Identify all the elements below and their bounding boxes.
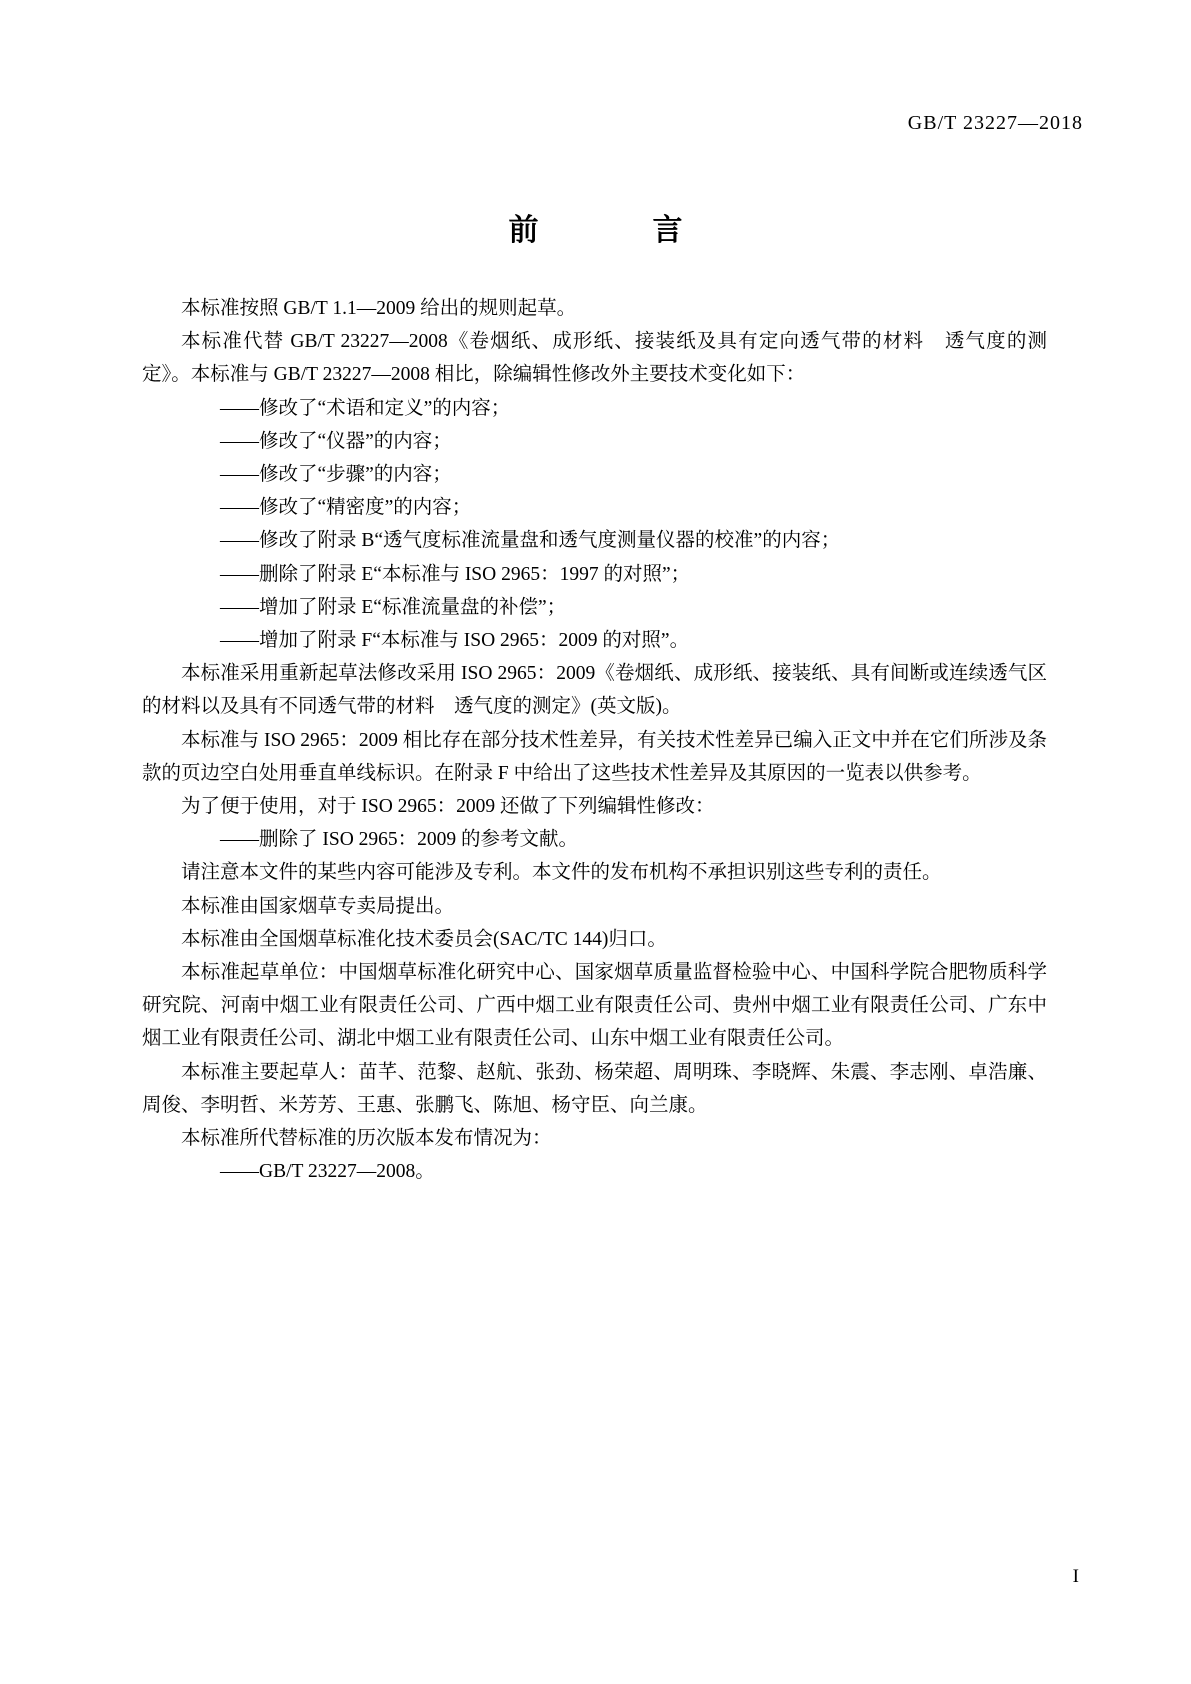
paragraph: 本标准由全国烟草标准化技术委员会(SAC/TC 144)归口。	[181, 928, 667, 950]
list-item: ——增加了附录 E“标准流量盘的补偿”；	[220, 596, 567, 618]
paragraph: 本标准由国家烟草专卖局提出。	[181, 895, 455, 917]
paragraph: 本标准起草单位：中国烟草标准化研究中心、国家烟草质量监督检验中心、中国科学院合肥物质科学研究院、河南中烟工业有限责任公司、广西中烟工业有限责任公司、贵州中烟工业有限责任公司、广东中烟工业有限责任公司、湖北中烟工业有限责任公司、山东中烟工业有限责任公司。	[142, 962, 1047, 1050]
paragraph: 本标准按照 GB/T 1.1—2009 给出的规则起草。	[181, 298, 577, 319]
paragraph: 请注意本文件的某些内容可能涉及专利。本文件的发布机构不承担识别这些专利的责任。	[181, 862, 942, 884]
list-item: ——修改了“仪器”的内容；	[220, 430, 452, 452]
list-item: ——修改了“精密度”的内容；	[220, 497, 472, 519]
paragraph: 本标准与 ISO 2965：2009 相比存在部分技术性差异，有关技术性差异已编入正文中并在它们所涉及条款的页边空白处用垂直单线标识。在附录 F 中给出了这些技术性差异及其原因的一览表以供参考。	[142, 729, 1047, 784]
list-item: ——删除了 ISO 2965：2009 的参考文献。	[220, 829, 579, 851]
paragraph: 本标准代替 GB/T 23227—2008《卷烟纸、成形纸、接装纸及具有定向透气带的材料 透气度的测定》。本标准与 GB/T 23227—2008 相比，除编辑性修改外主要技术变化如下：	[142, 331, 1047, 386]
foreword-body	[142, 292, 1047, 1188]
list-item: ——修改了“术语和定义”的内容；	[220, 397, 511, 419]
list-item: ——增加了附录 F“本标准与 ISO 2965：2009 的对照”。	[220, 630, 690, 652]
page-number: I	[1072, 1566, 1079, 1587]
paragraph: 本标准所代替标准的历次版本发布情况为：	[181, 1128, 552, 1150]
list-item: ——修改了“步骤”的内容；	[220, 464, 452, 486]
paragraph: 本标准主要起草人：苗芊、范黎、赵航、张劲、杨荣超、周明珠、李晓辉、朱震、李志刚、卓浩廉、周俊、李明哲、米芳芳、王惠、张鹏飞、陈旭、杨守臣、向兰康。	[142, 1061, 1047, 1116]
list-item: ——删除了附录 E“本标准与 ISO 2965：1997 的对照”；	[220, 563, 691, 585]
paragraph: 本标准采用重新起草法修改采用 ISO 2965：2009《卷烟纸、成形纸、接装纸、具有间断或连续透气区的材料以及具有不同透气带的材料 透气度的测定》(英文版)。	[142, 663, 1047, 718]
list-item: ——GB/T 23227—2008。	[220, 1161, 435, 1183]
list-item: ——修改了附录 B“透气度标准流量盘和透气度测量仪器的校准”的内容；	[220, 530, 841, 552]
page-header-standard-number: GB/T 23227—2018	[907, 112, 1083, 134]
page-title: 前 言	[508, 214, 701, 247]
paragraph: 为了便于使用，对于 ISO 2965：2009 还做了下列编辑性修改：	[181, 796, 715, 818]
